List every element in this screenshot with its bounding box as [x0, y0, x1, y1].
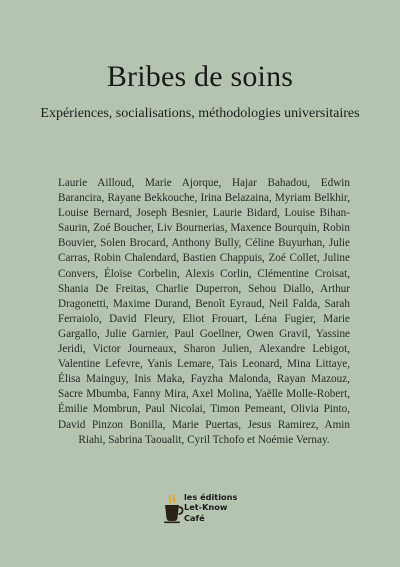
publisher-line-2: Let-Know: [184, 502, 228, 513]
coffee-cup-icon: [162, 494, 184, 524]
publisher-logo: [162, 492, 242, 526]
publisher-line-3: Café: [184, 512, 205, 523]
publisher-name: [184, 492, 237, 523]
book-title: Bribes de soins: [106, 60, 294, 93]
publisher-line-1: les éditions: [184, 492, 238, 502]
book-subtitle: Expériences, socialisations, méthodologies universitaires: [40, 106, 360, 121]
author-list: Laurie Ailloud, Marie Ajorque, Hajar Bahadou, Edwin Barancira, Rayane Bekkouche, Irina Belazaina, Myriam Belkhir, Louise Bernard, Joseph Besnier, Laurie Bidard, Louise Bihan-Saurin, Zoé Boucher, Liv Bournerias, Maxence Bourquin, Robin Bouvier, Solen Brocard, Anthony Bully, Céline Buyurhan, Julie Carras, Robin Chalendard, Bastien Chappuis, Zoé Collet, Juline Convers, Éloïse Corbelin, Alexis Corlin, Clémentine Croisat, Shania De Freitas, Charlie Duperron, Sehou Diallo, Arthur Dragonetti, Maxime Durand, Benoît Eyraud, Neil Falda, Sarah Ferraiolo, David Fleury, Eliot Frouart, Léna Fugier, Marie Gargallo, Julie Garnier, Paul Goellner, Owen Gravil, Yassine Jeridi, Victor Journeaux, Sharon Julien, Alexandre Lebigot, Valentine Lefevre, Yanis Lemare, Tais Leonard, Mina Littaye, Élisa Mainguy, Inis Maka, Fayzha Malonda, Rayan Mazouz, Sacre Mbumba, Fanny Mira, Axel Molina, Yaëlle Molle-Robert, Émilie Mombrun, Paul Nicolai, Timon Pemeant, Olivia Pinto, David Pinzon Bonilla, Marie Puertas, Jesus Ramirez, Amin Riahi, Sabrina Taoualit, Cyril Tchofo et Noémie Vernay.: [58, 177, 350, 446]
